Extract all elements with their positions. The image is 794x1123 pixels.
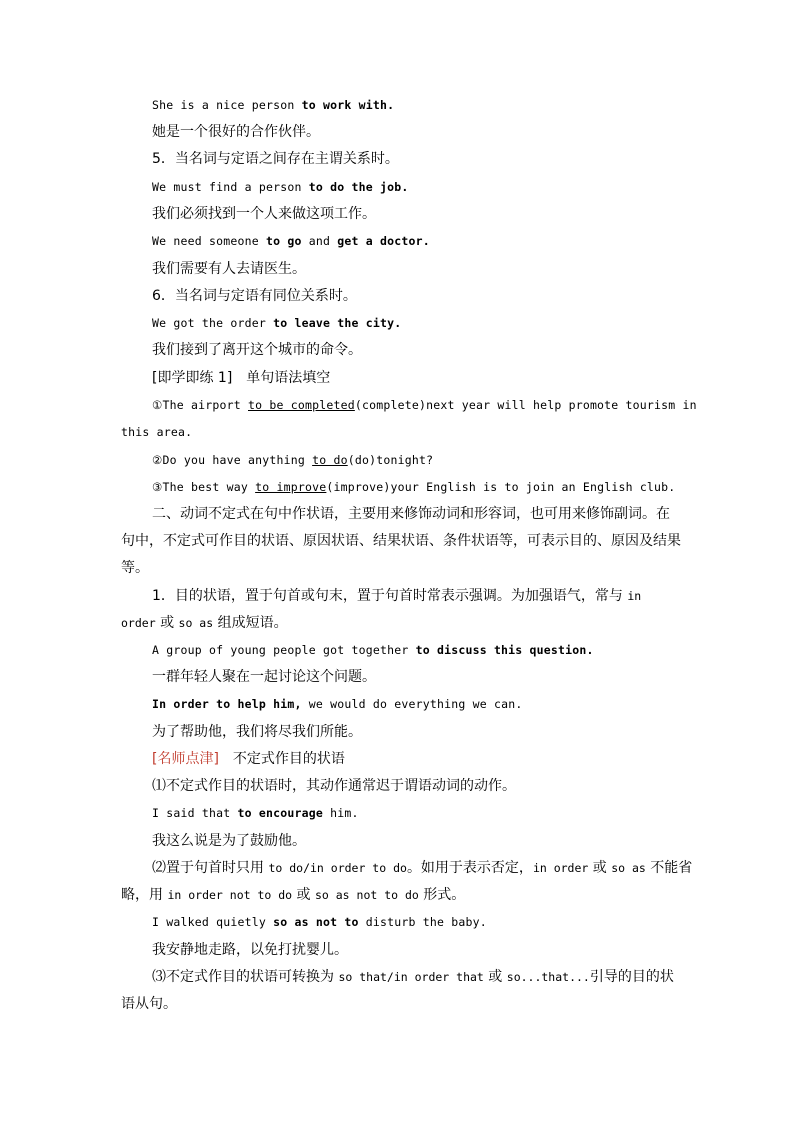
term: order — [121, 616, 156, 630]
example-sentence — [152, 640, 594, 660]
rule-heading — [152, 586, 641, 606]
sentence-text: A group of young people got together — [152, 643, 416, 657]
translation: 我们接到了离开这个城市的命令。 — [152, 342, 362, 358]
bold-phrase: to go — [265, 234, 302, 248]
sentence-text: and — [301, 234, 338, 248]
term: so as — [178, 616, 214, 630]
term: so as — [611, 861, 646, 875]
exercise-item-3 — [152, 477, 675, 497]
tip-point-1: ⑴不定式作目的状语时，其动作通常迟于谓语动词的动作。 — [152, 778, 516, 794]
example-sentence — [152, 803, 359, 823]
exercise-heading — [152, 368, 330, 388]
exercise-item-1 — [152, 395, 697, 415]
term: so...that... — [506, 970, 590, 984]
example-sentence — [152, 231, 430, 251]
term: so as not to do — [314, 888, 419, 902]
tip-point-2 — [152, 858, 692, 878]
answer-blank: to improve — [255, 480, 327, 494]
rule-continuation: 语从句。 — [121, 996, 177, 1012]
rule-text: 或 — [292, 887, 315, 903]
sentence-text: I walked quietly — [152, 915, 274, 929]
sentence-continuation: this area. — [121, 425, 193, 439]
term: so that/in order that — [338, 970, 484, 984]
exercise-title: 单句语法填空 — [232, 370, 331, 386]
sentence-text: disturb the baby. — [358, 915, 487, 929]
bold-phrase: get a doctor. — [337, 234, 430, 248]
tip-title: 不定式作目的状语 — [218, 751, 345, 767]
example-sentence — [152, 313, 401, 333]
sentence-text: We must find a person — [152, 180, 309, 194]
term: in order not to do — [167, 888, 293, 902]
bold-phrase: to discuss this question. — [415, 643, 594, 657]
translation: 我们必须找到一个人来做这项工作。 — [152, 206, 376, 222]
translation: 她是一个很好的合作伙伴。 — [152, 124, 320, 140]
translation: 为了帮助他，我们将尽我们所能。 — [152, 724, 362, 740]
section-paragraph: 等。 — [121, 560, 149, 576]
section-paragraph: 句中，不定式可作目的状语、原因状语、结果状语、条件状语等，可表示目的、原因及结果 — [121, 533, 681, 549]
sentence-text: ③The best way — [152, 480, 256, 494]
term: in — [627, 589, 642, 603]
translation: 一群年轻人聚在一起讨论这个问题。 — [152, 669, 376, 685]
term: in order — [532, 861, 589, 875]
exercise-item-2 — [152, 450, 433, 470]
rule-text: ⑶不定式作目的状语可转换为 — [152, 969, 339, 985]
exercise-label: [即学即练 1] — [152, 370, 233, 386]
rule-continuation — [121, 885, 465, 905]
example-sentence — [152, 95, 394, 115]
rule-text: 。如用于表示否定， — [406, 860, 533, 876]
sentence-text: (improve)your English is to join an English club. — [326, 480, 676, 494]
rule-text: 略，用 — [121, 887, 168, 903]
answer-blank: to be completed — [248, 398, 355, 412]
tip-label: [名师点津] — [152, 751, 219, 767]
term: to do/in order to do — [268, 861, 407, 875]
example-sentence — [152, 694, 522, 714]
rule-text: 不能省 — [645, 860, 693, 876]
tip-point-3 — [152, 967, 674, 987]
sentence-text: ①The airport — [152, 398, 248, 412]
bold-phrase: to work with. — [301, 98, 395, 112]
bold-phrase: In order to help him, — [152, 697, 302, 711]
sentence-text: I said that — [152, 806, 238, 820]
answer-blank: to do — [312, 453, 348, 467]
sentence-text: (complete)next year will help promote tourism in — [354, 398, 697, 412]
rule-text: 或 — [588, 860, 612, 876]
rule-text: 或 — [483, 969, 507, 985]
sentence-text: him. — [322, 806, 359, 820]
tip-heading — [152, 749, 345, 769]
bold-phrase: to leave the city. — [273, 316, 402, 330]
translation: 我这么说是为了鼓励他。 — [152, 833, 306, 849]
sentence-text: She is a nice person — [152, 98, 302, 112]
bold-phrase: to do the job. — [308, 180, 409, 194]
rule-text: 形式。 — [418, 887, 466, 903]
rule-text: 或 — [155, 615, 179, 631]
example-sentence — [152, 912, 487, 932]
bold-phrase: to encourage — [237, 806, 323, 820]
sentence-text: (do)tonight? — [347, 453, 434, 467]
translation: 我安静地走路，以免打扰婴儿。 — [152, 942, 348, 958]
sentence-text: we would do everything we can. — [301, 697, 523, 711]
rule-text: 引导的目的状 — [589, 969, 674, 985]
rule-heading: 6．当名词与定语有同位关系时。 — [152, 288, 357, 304]
sentence-text: We got the order — [152, 316, 274, 330]
rule-text: 1．目的状语，置于句首或句末，置于句首时常表示强调。为加强语气，常与 — [152, 588, 628, 604]
bold-phrase: so as not to — [273, 915, 359, 929]
section-paragraph: 二、动词不定式在句中作状语，主要用来修饰动词和形容词，也可用来修饰副词。在 — [152, 506, 670, 522]
example-sentence — [152, 177, 408, 197]
rule-continuation — [121, 613, 288, 633]
rule-heading: 5．当名词与定语之间存在主谓关系时。 — [152, 151, 399, 167]
translation: 我们需要有人去请医生。 — [152, 261, 306, 277]
sentence-text: ②Do you have anything — [152, 453, 313, 467]
sentence-text: We need someone — [152, 234, 266, 248]
rule-text: ⑵置于句首时只用 — [152, 860, 269, 876]
rule-text: 组成短语。 — [213, 615, 288, 631]
